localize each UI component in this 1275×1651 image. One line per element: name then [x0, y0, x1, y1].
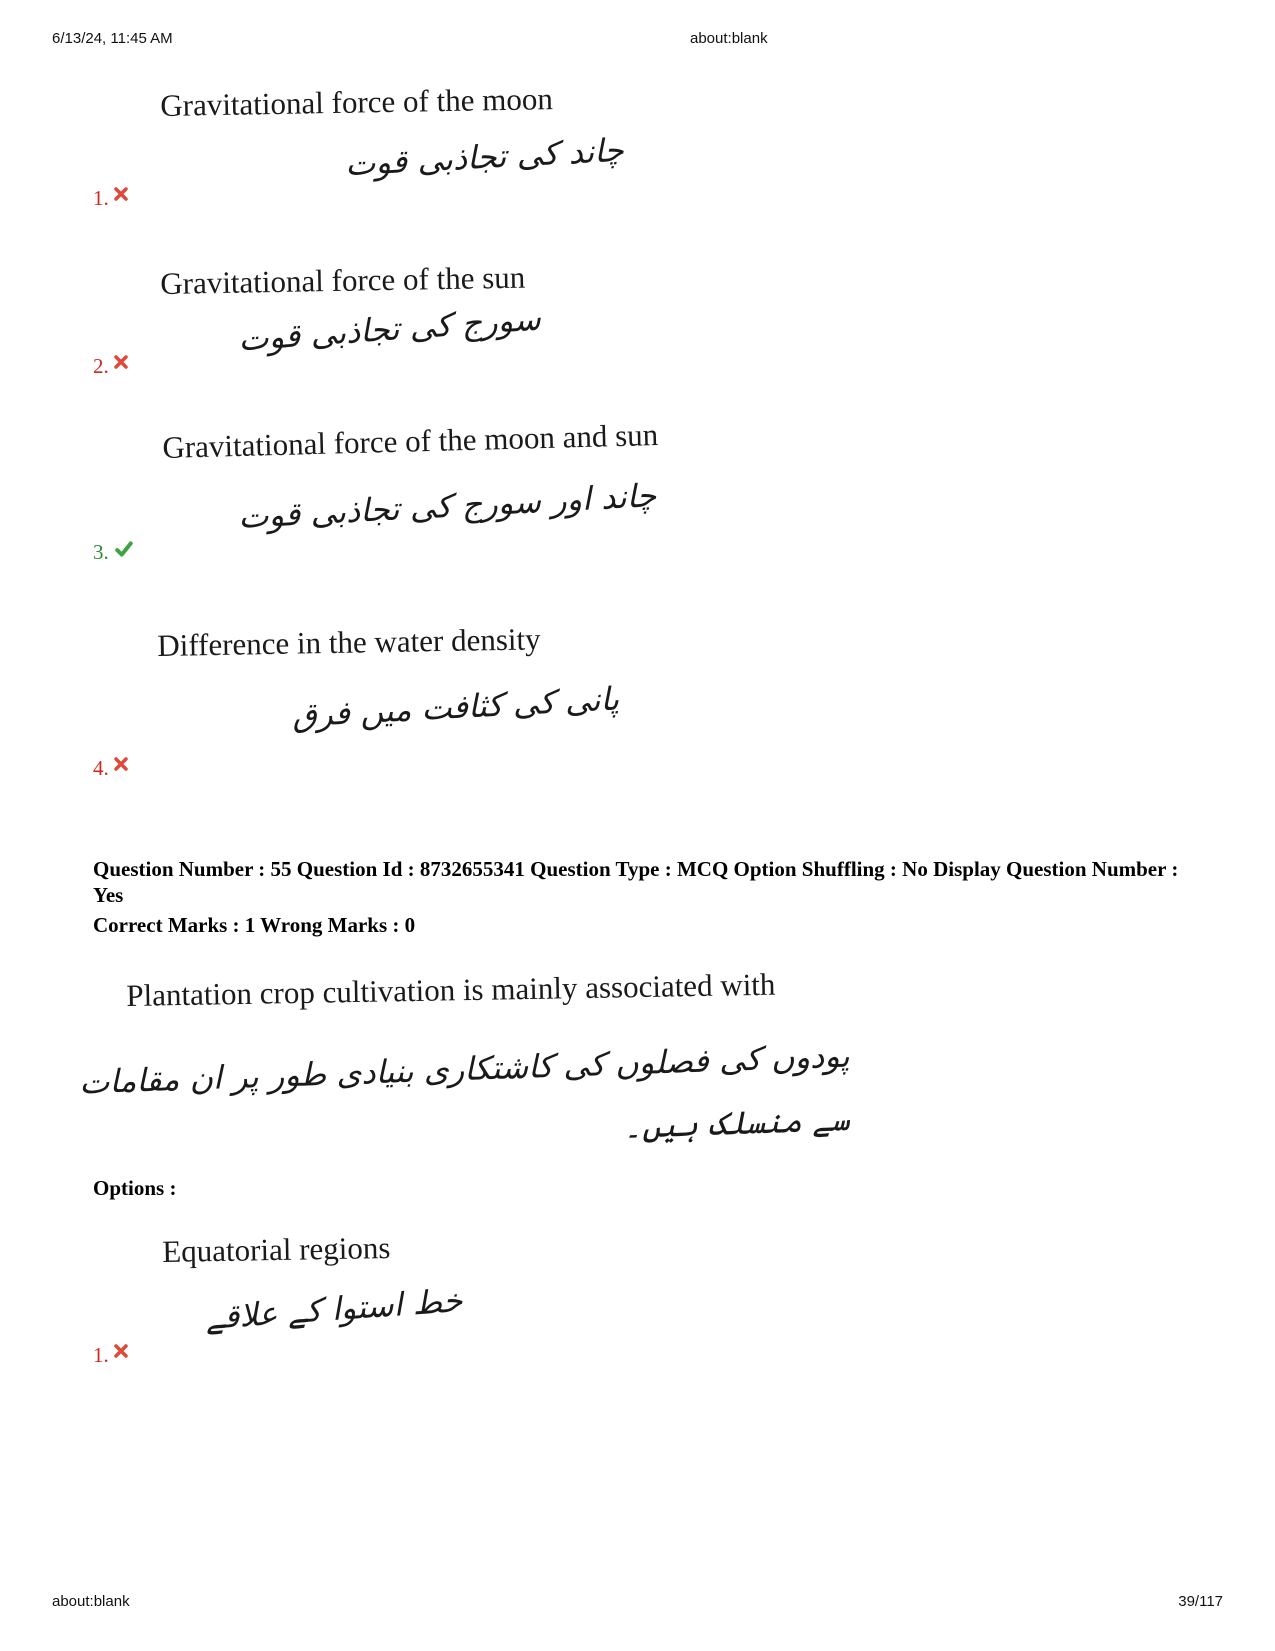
option-marker: [93, 354, 129, 379]
option-text-en: Gravitational force of the sun: [160, 259, 526, 301]
page-number: 39/117: [1178, 1593, 1223, 1610]
option-marker: [93, 186, 129, 211]
footer-url: about:blank: [52, 1593, 130, 1610]
question-text-en: Plantation crop cultivation is mainly associated with: [126, 966, 776, 1013]
option-marker: [93, 1343, 129, 1368]
option-number: 2.: [93, 354, 109, 378]
option-text-ur: خط استوا کے علاقے: [203, 1281, 464, 1337]
option-number: 1.: [93, 186, 109, 210]
cross-icon: [113, 756, 129, 772]
option-marker: [93, 540, 135, 565]
option-marker: [93, 756, 129, 781]
option-text-ur: چاند اور سورج کی تجاذبی قوت: [237, 476, 658, 536]
option-text-en: Gravitational force of the moon and sun: [162, 417, 659, 465]
option-number: 3.: [93, 540, 109, 564]
question-marks: Correct Marks : 1 Wrong Marks : 0: [93, 913, 416, 937]
question-meta: Question Number : 55 Question Id : 8732655341 Question Type : MCQ Option Shuffling : No Display Question Number : Yes: [93, 857, 1179, 907]
print-url: about:blank: [690, 30, 768, 47]
print-datetime: 6/13/24, 11:45 AM: [52, 30, 173, 47]
options-label: Options :: [93, 1176, 177, 1200]
option-text-ur: چاند کی تجاذبی قوت: [344, 130, 625, 184]
option-text-en: Difference in the water density: [157, 621, 541, 663]
option-number: 4.: [93, 756, 109, 780]
option-text-en: Gravitational force of the moon: [160, 81, 554, 123]
cross-icon: [113, 186, 129, 202]
cross-icon: [113, 354, 129, 370]
option-number: 1.: [93, 1343, 109, 1367]
check-icon: [113, 540, 135, 558]
option-text-ur: پانی کی کثافت میں فرق: [291, 679, 620, 735]
question-text-ur-line2: سے منسلک ہیں۔: [622, 1100, 851, 1146]
cross-icon: [113, 1343, 129, 1359]
question-text-ur-line1: پودوں کی فصلوں کی کاشتکاری بنیادی طور پر ان مقامات: [78, 1036, 851, 1102]
option-text-en: Equatorial regions: [162, 1230, 391, 1269]
option-text-ur: سورج کی تجاذبی قوت: [237, 299, 542, 359]
